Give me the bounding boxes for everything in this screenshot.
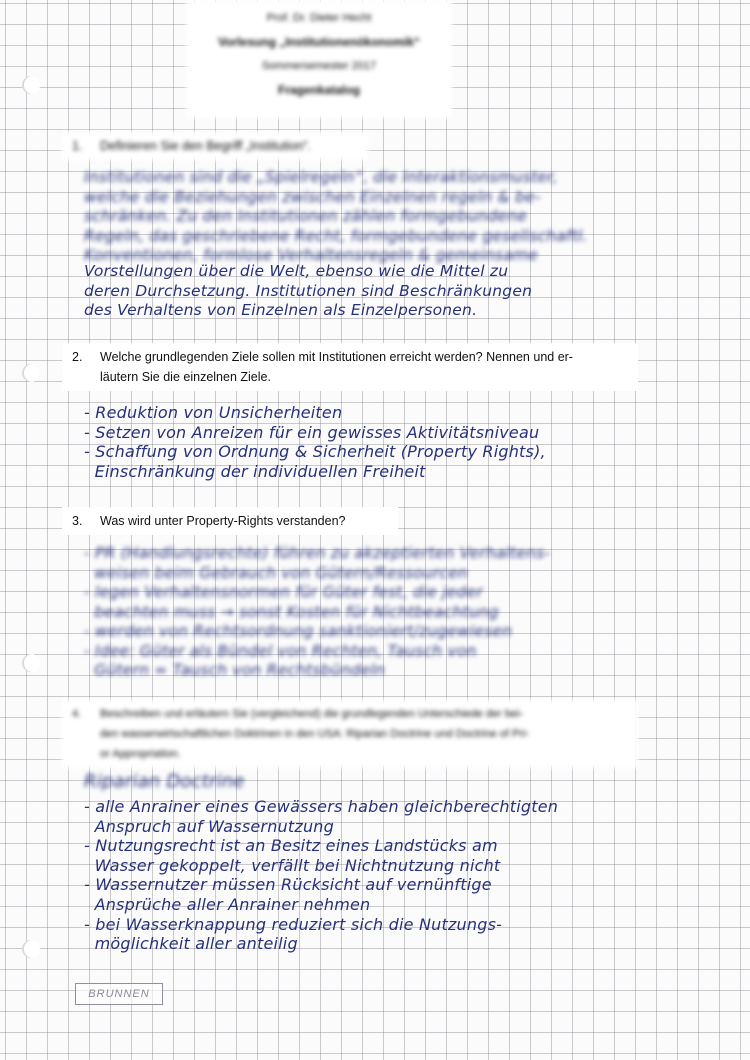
question-text: Definieren Sie den Begriff „Institution“. [100,139,311,153]
handwritten-line: - alle Anrainer eines Gewässers haben gleichberechtigten [84,797,559,816]
answer-1-blurred [84,168,587,266]
handwritten-line: Einschränkung der individuellen Freiheit [84,461,426,481]
handwritten-line: Wasser gekoppelt, verfällt bei Nichtnutzung nicht [84,855,501,875]
riparian-heading: Riparian Doctrine [84,771,245,792]
catalog-title: Fragenkatalog [277,83,361,97]
punch-hole [22,654,40,672]
handwritten-line: Vorstellungen über die Welt, ebenso wie die Mittel zu [84,262,509,280]
question-3 [62,507,398,535]
handwritten-line: deren Durchsetzung. Institutionen sind Beschränkungen [84,281,533,300]
answer-3-blurred [84,544,550,681]
handwritten-line: möglichkeit aller anteilig [84,934,298,954]
lecture-title: Vorlesung „Institutionenökonomik“ [218,35,420,49]
handwritten-line: - Reduktion von Unsicherheiten [84,403,343,422]
handwritten-line: Institutionen sind die „Spielregeln“, die Interaktionsmuster, [84,168,558,186]
answer-1-visible [84,262,532,321]
handwritten-line: weisen beim Gebrauch von Gütern/Ressourcen [84,563,468,582]
punch-hole [22,364,40,382]
handwritten-line: Ansprüche aller Anrainer nehmen [84,894,371,914]
question-text: Beschreiben und erläutern Sie (vergleichend) die grundlegenden Unterschiede der bei- [100,708,524,720]
question-text: Welche grundlegenden Ziele sollen mit Institutionen erreicht werden? Nennen und er- [100,350,573,364]
handwritten-line: - PR (Handlungsrechte) führen zu akzeptierten Verhaltens- [84,544,551,562]
handwritten-line: - werden von Rechtsordnung sanktioniert/zugewiesen [84,622,513,640]
handwritten-line: - Nutzungsrecht ist an Besitz eines Landstücks am [84,836,498,856]
brand-text: BRUNNEN [88,988,150,1000]
question-text: den wasserwirtschaftlichen Doktrinen in den USA: Riparian Doctrine und Doctrine of Pri- [100,728,530,740]
handwritten-line: - Idee: Güter als Bündel von Rechten, Tausch von [84,641,477,660]
handwritten-line: Anspruch auf Wassernutzung [84,816,334,836]
question-text: or Appropriation. [100,748,181,760]
question-1 [62,132,368,160]
answer-4 [84,797,558,954]
question-number: 4. [72,708,82,720]
punch-hole [22,76,40,94]
handwritten-line: welche die Beziehungen zwischen Einzelnen regeln & be- [84,187,541,206]
question-number: 3. [72,514,83,528]
answer-2 [84,403,546,481]
handwritten-line: - Setzen von Anreizen für ein gewisses Aktivitätsniveau [84,422,540,442]
handwritten-line: - bei Wasserknappung reduziert sich die Nutzungs- [84,914,503,934]
handwritten-line: Regeln, das geschriebene Recht, formgebundene gesellschaftl. [84,226,588,245]
brunnen-logo [75,983,163,1005]
handwritten-line: des Verhaltens von Einzelnen als Einzelpersonen. [84,301,478,319]
punch-hole [22,940,40,958]
handwritten-line: - Schaffung von Ordnung & Sicherheit (Property Rights), [84,442,546,461]
document-header [186,0,452,118]
handwritten-line: - Wassernutzer müssen Rücksicht auf vernünftige [84,875,492,895]
semester: Sommersemester 2017 [261,60,377,72]
question-number: 2. [72,350,83,364]
professor-name: Prof. Dr. Dieter Hecht [266,12,372,24]
handwritten-line: schränken. Zu den Institutionen zählen formgebundene [84,207,527,225]
handwritten-line: beachten muss → sonst Kosten für Nichtbeachtung [84,602,499,621]
question-text: Was wird unter Property-Rights verstanden? [100,514,346,528]
question-4 [62,700,638,768]
question-number: 1. [72,139,83,153]
handwritten-line: Gütern = Tausch von Rechtsbündeln [84,661,386,679]
handwritten-line: Konventionen, formlose Verhaltensregeln & gemeinsame [84,246,538,264]
question-text: läutern Sie die einzelnen Ziele. [100,370,271,384]
handwritten-line: - legen Verhaltensnormen für Güter fest, die jeder [84,583,483,601]
question-2 [62,343,638,391]
